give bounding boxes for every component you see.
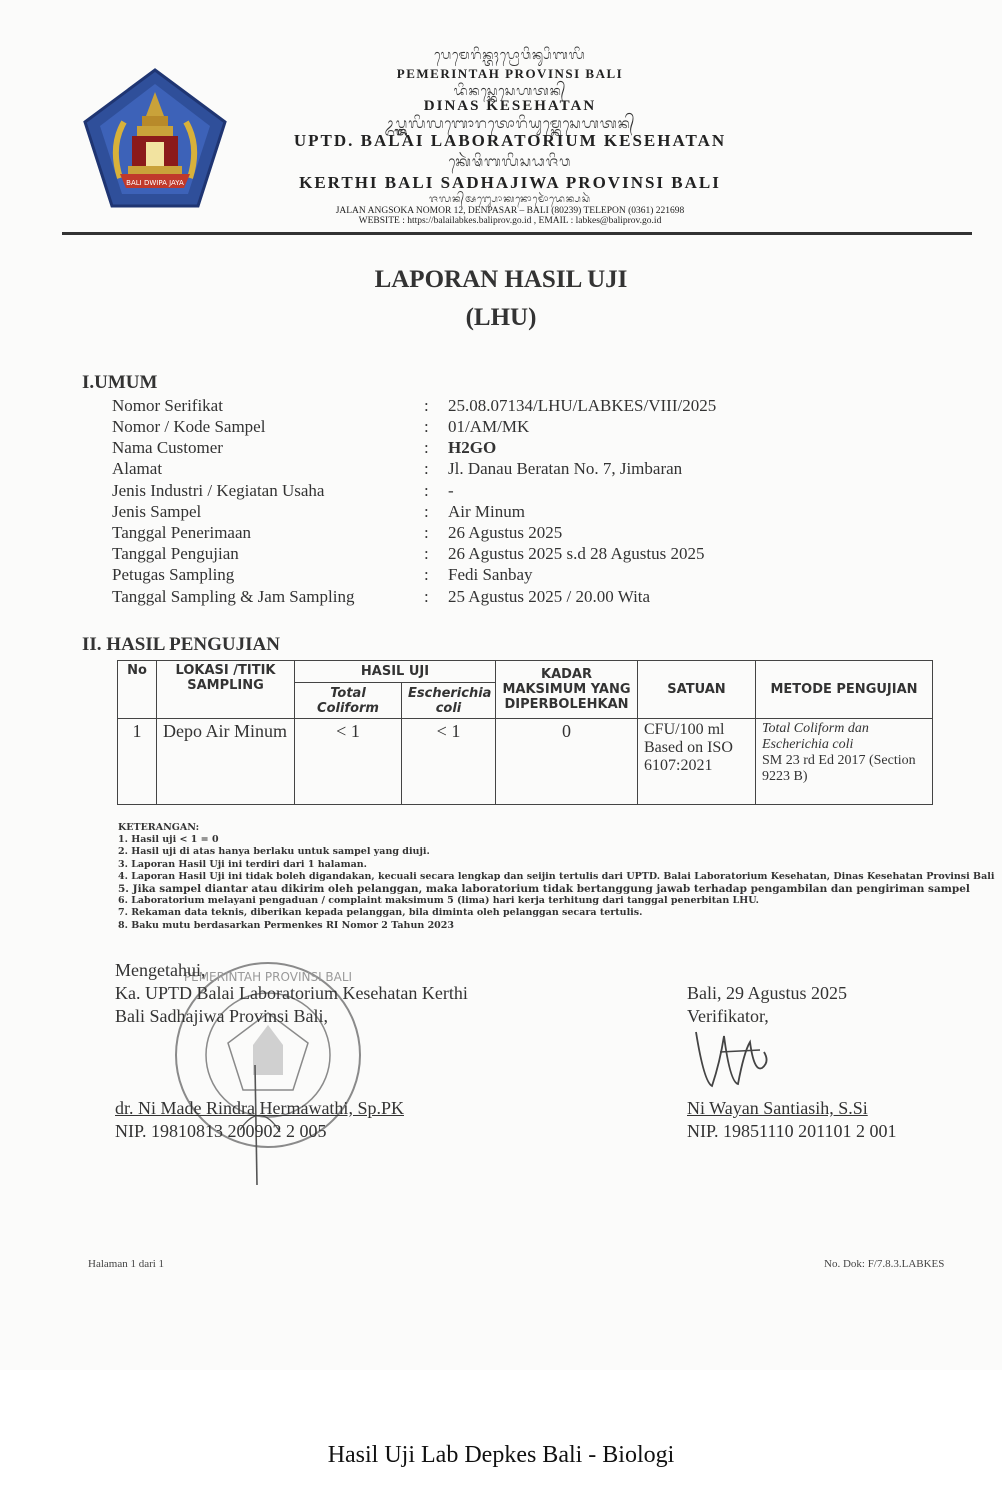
balinese-script-line: ᬚᬮᬦ᭄ᬅᬗ᭄ᬲᭀᬓᬦᭀᬫᭀᬃᬤᬾᬦ᭄ᬧᬲᬃ xyxy=(429,194,591,205)
field-value: H2GO xyxy=(448,438,497,457)
notes-block xyxy=(118,822,994,932)
field-label: Nomor Serifikat xyxy=(112,396,223,415)
header-kadar: KADAR MAKSIMUM YANG DIPERBOLEHKAN xyxy=(496,661,638,719)
sig-left-nip: NIP. 19810813 200902 2 005 xyxy=(115,1121,327,1141)
field-label: Jenis Industri / Kegiatan Usaha xyxy=(112,481,325,500)
header-satuan: SATUAN xyxy=(638,661,756,719)
report-subtitle: (LHU) xyxy=(465,304,537,331)
note-item: 2. Hasil uji di atas hanya berlaku untuk sampel yang diuji. xyxy=(118,846,430,858)
cell-satuan: CFU/100 ml Based on ISO 6107:2021 xyxy=(638,719,756,805)
field-label: Tanggal Sampling & Jam Sampling xyxy=(112,587,355,606)
field-label: Nomor / Kode Sampel xyxy=(112,417,266,436)
balinese-script-line: ᬤᬶᬦᬲ᭄ᬓᬾᬲᬾᬳᬢᬦ᭄ xyxy=(453,84,567,99)
image-caption: Hasil Uji Lab Depkes Bali - Biologi xyxy=(327,1442,675,1468)
note-item: 8. Baku mutu berdasarkan Permenkes RI Nomor 2 Tahun 2023 xyxy=(118,919,455,931)
field-value: 25.08.07134/LHU/LABKES/VIII/2025 xyxy=(448,396,717,415)
metode-line-2: SM 23 rd Ed 2017 (Section 9223 B) xyxy=(762,753,916,784)
header-hasil-uji: HASIL UJI xyxy=(295,661,496,683)
note-item: 3. Laporan Hasil Uji ini terdiri dari 1 halaman. xyxy=(118,858,367,870)
sig-right-date: Bali, 29 Agustus 2025 xyxy=(687,983,848,1003)
sig-left-line2: Ka. UPTD Balai Laboratorium Kesehatan Kerthi xyxy=(115,983,468,1003)
header-address: JALAN ANGSOKA NOMOR 12, DENPASAR – BALI (80239) TELEPON (0361) 221698 xyxy=(335,206,685,216)
field-label: Alamat xyxy=(112,459,163,478)
page-number: Halaman 1 dari 1 xyxy=(88,1258,165,1270)
header-website: WEBSITE : https://balailabkes.baliprov.go.id , EMAIL : labkes@baliprov.go.id xyxy=(358,216,662,226)
cell-metode xyxy=(756,719,933,805)
header-government: PEMERINTAH PROVINSI BALI xyxy=(396,66,624,81)
document-number: No. Dok: F/7.8.3.LABKES xyxy=(824,1258,945,1270)
field-value: - xyxy=(448,481,454,500)
field-label: Petugas Sampling xyxy=(112,565,235,584)
field-value: 25 Agustus 2025 / 20.00 Wita xyxy=(448,587,651,606)
sig-right-nip: NIP. 19851110 201101 2 001 xyxy=(687,1121,897,1141)
header-kerthi: KERTHI BALI SADHAJIWA PROVINSI BALI xyxy=(299,173,721,192)
field-label: Jenis Sampel xyxy=(112,502,202,521)
notes-heading: KETERANGAN: xyxy=(118,822,200,833)
balinese-script-line: ᬧᬾᬫᬾᬭᬶᬦ᭄ᬢᬄᬧ᭄ᬭᭀᬯᬶᬦ᭄ᬲᬶᬩᬮᬶ xyxy=(434,48,586,63)
field-value: Air Minum xyxy=(448,502,525,521)
report-title: LAPORAN HASIL UJI xyxy=(374,266,628,293)
results-table xyxy=(117,660,933,805)
note-item: 6. Laboratorium melayani pengaduan / complaint maksimum 5 (lima) hari kerja terhitung dari tanggal penerbitan LHU. xyxy=(118,895,759,907)
field-value: 26 Agustus 2025 s.d 28 Agustus 2025 xyxy=(448,544,705,563)
cell-kadar: 0 xyxy=(496,719,638,805)
section-umum-heading: I.UMUM xyxy=(82,372,158,393)
sig-right-role: Verifikator, xyxy=(687,1006,769,1026)
signature-right xyxy=(690,1022,780,1092)
sig-left-line3: Bali Sadhajiwa Provinsi Bali, xyxy=(115,1006,328,1026)
bali-province-logo xyxy=(80,66,230,216)
header-metode: METODE PENGUJIAN xyxy=(756,661,933,719)
cell-total-coliform: < 1 xyxy=(295,719,402,805)
field-label: Tanggal Penerimaan xyxy=(112,523,252,542)
header-divider xyxy=(62,232,972,235)
note-item: 4. Laporan Hasil Uji ini tidak boleh digandakan, kecuali secara lengkap dan seijin tertulis dari UPTD. Balai Laboratorium Kesehatan, Dinas Kesehatan Provinsi Bali xyxy=(118,870,995,882)
sig-left-line1: Mengetahui, xyxy=(115,960,206,980)
note-item: 7. Rekaman data teknis, diberikan kepada pelanggan, bila diminta oleh pelanggan secara tertulis. xyxy=(118,907,643,919)
balinese-script-line: ᬓᬾᬃᬣᬶᬩᬮᬶᬲᬥᬚᬶᬯ xyxy=(448,154,572,170)
field-value: Jl. Danau Beratan No. 7, Jimbaran xyxy=(448,459,683,478)
table-row xyxy=(118,719,933,805)
note-item: 1. Hasil uji < 1 = 0 xyxy=(118,834,219,846)
header-lokasi: LOKASI /TITIK SAMPLING xyxy=(157,661,295,719)
section-hasil-heading: II. HASIL PENGUJIAN xyxy=(82,634,280,655)
cell-lokasi: Depo Air Minum xyxy=(157,719,295,805)
field-value: 26 Agustus 2025 xyxy=(448,523,563,542)
cell-escherichia: < 1 xyxy=(402,719,496,805)
document-page: BALI DWIPA JAYA ᬧᬾᬫᬾᬭᬶᬦ᭄ᬢᬄᬧ᭄ᬭᭀᬯᬶᬦ᭄ᬲᬶᬩᬮᬶ PEMERINTAH PROVINSI BALI ᬤᬶᬦᬲ᭄ᬓᬾᬲᬾᬳᬢᬦ᭄ DINAS KESEHATAN ᬉᬧ᭄ᬢ᭄ᬤ᭄ᬩᬮᬶᬮᬩᭀᬭᬢᭀᬭᬶᬬᬸᬫ᭄ᬓᬾᬲᬾᬳᬢᬦ᭄ UPTD. BALAI LABORATORIUM KESEHATAN ᬓᬾᬃᬣᬶᬩᬮᬶᬲᬥᬚᬶᬯ KERTHI BALI SADHAJIWA PROVINSI BALI ᬚᬮᬦ᭄ᬅᬗ᭄ᬲᭀᬓᬦᭀᬫᭀᬃᬤᬾᬦ᭄ᬧᬲᬃ JALAN ANGSOKA NOMOR 12, DENPASAR – BALI (80239) TELEPON (0361) 221698 WEBSITE : https://balailabkes.baliprov.go.id , EMAIL : labkes@baliprov.go.id LAPORAN HASIL UJI (LHU) I.UMUM Nomor Serifikat : 25.08.07134/LHU/LABKES/VIII/2025 Nomor / Kode Sampel : 01/AM/MK Nama Customer : H2GO Alamat : Jl. Danau Beratan No. 7, Jimbaran Jenis Industri / Kegiatan Usaha : - Jenis Sampel : Air Minum Tanggal Penerimaan : 26 Agustus 2025 Tanggal Pengujian : 26 Agustus 2025 s.d 28 Agustus 2025 Petugas Sampling : Fedi Sanbay Tanggal Sampling & Jam Sampling : 25 Agustus 2025 / 20.00 Wita II. HASIL PENGUJIAN No LOKASI /TITIK SAMPLING HASIL UJI KADAR MAKSIMUM YANG DIPERBOLEHKAN SATUAN METODE PENGUJIAN Total Coliform Escherichia coli 1 Depo Air Minum < 1 < 1 0 CFU/100 ml Based on ISO 6107:2021 Total Coliform dan Escherichia coli SM 23 rd Ed 2017 (Section 9223 B) KETERANGAN: 1. Hasil uji < 1 = 0 2. Hasil uji di atas hanya berlaku untuk sampel yang diuji. 3. Laporan Hasil Uji ini terdiri dari 1 halaman. 4. Laporan Hasil Uji ini tidak boleh digandakan, kecuali secara lengkap dan seijin tertulis dari UPTD. Balai Laboratorium Kesehatan, Dinas Kesehatan Provinsi Bali 5. Jika sampel diantar atau dikirim oleh pelanggan, maka laboratorium tidak bertanggung jawab terhadap pengambilan dan pengiriman sampel 6. Laboratorium melayani pengaduan / complaint maksimum 5 (lima) hari kerja terhitung dari tanggal penerbitan LHU. 7. Rekaman data teknis, diberikan kepada pelanggan, bila diminta oleh pelanggan secara tertulis. 8. Baku mutu berdasarkan Permenkes RI Nomor 2 Tahun 2023 PEMERINTAH PROVINSI BALI Mengetahui, Ka. UPTD Balai Laboratorium Kesehatan Kerthi Bali Sadhajiwa Provinsi Bali, dr. Ni Made Rindra Hermawathi, Sp.PK NIP. 19810813 200902 2 005 Bali, 29 Agustus 2025 Verifikator, Ni Wayan Santiasih, S.Si NIP. 19851110 201101 2 001 Halaman 1 dari 1 No. Dok: F/7.8.3.LABKES xyxy=(0,0,1002,1370)
sig-right-name: Ni Wayan Santiasih, S.Si xyxy=(687,1098,868,1118)
field-value: 01/AM/MK xyxy=(448,417,530,436)
header-no: No xyxy=(118,661,157,719)
metode-line-1: Total Coliform dan Escherichia coli xyxy=(762,721,869,752)
stamp-text: PEMERINTAH PROVINSI BALI xyxy=(183,970,353,984)
field-label: Tanggal Pengujian xyxy=(112,544,239,563)
logo-motto: BALI DWIPA JAYA xyxy=(126,179,184,187)
header-total-coliform: Total Coliform xyxy=(295,683,402,719)
balinese-script-line: ᬉᬧ᭄ᬢ᭄ᬤ᭄ᬩᬮᬶᬮᬩᭀᬭᬢᭀᬭᬶᬬᬸᬫ᭄ᬓᬾᬲᬾᬳᬢᬦ᭄ xyxy=(384,116,636,132)
header-uptd: UPTD. BALAI LABORATORIUM KESEHATAN xyxy=(293,131,727,150)
cell-no: 1 xyxy=(118,719,157,805)
header-escherichia: Escherichia coli xyxy=(402,683,496,719)
header-dinas: DINAS KESEHATAN xyxy=(423,98,597,114)
note-item: 5. Jika sampel diantar atau dikirim oleh pelanggan, maka laboratorium tidak bertanggung jawab terhadap pengambilan dan pengiriman sampel xyxy=(118,883,970,896)
field-label: Nama Customer xyxy=(112,438,223,457)
sig-left-name: dr. Ni Made Rindra Hermawathi, Sp.PK xyxy=(115,1098,404,1118)
field-value: Fedi Sanbay xyxy=(448,565,533,584)
